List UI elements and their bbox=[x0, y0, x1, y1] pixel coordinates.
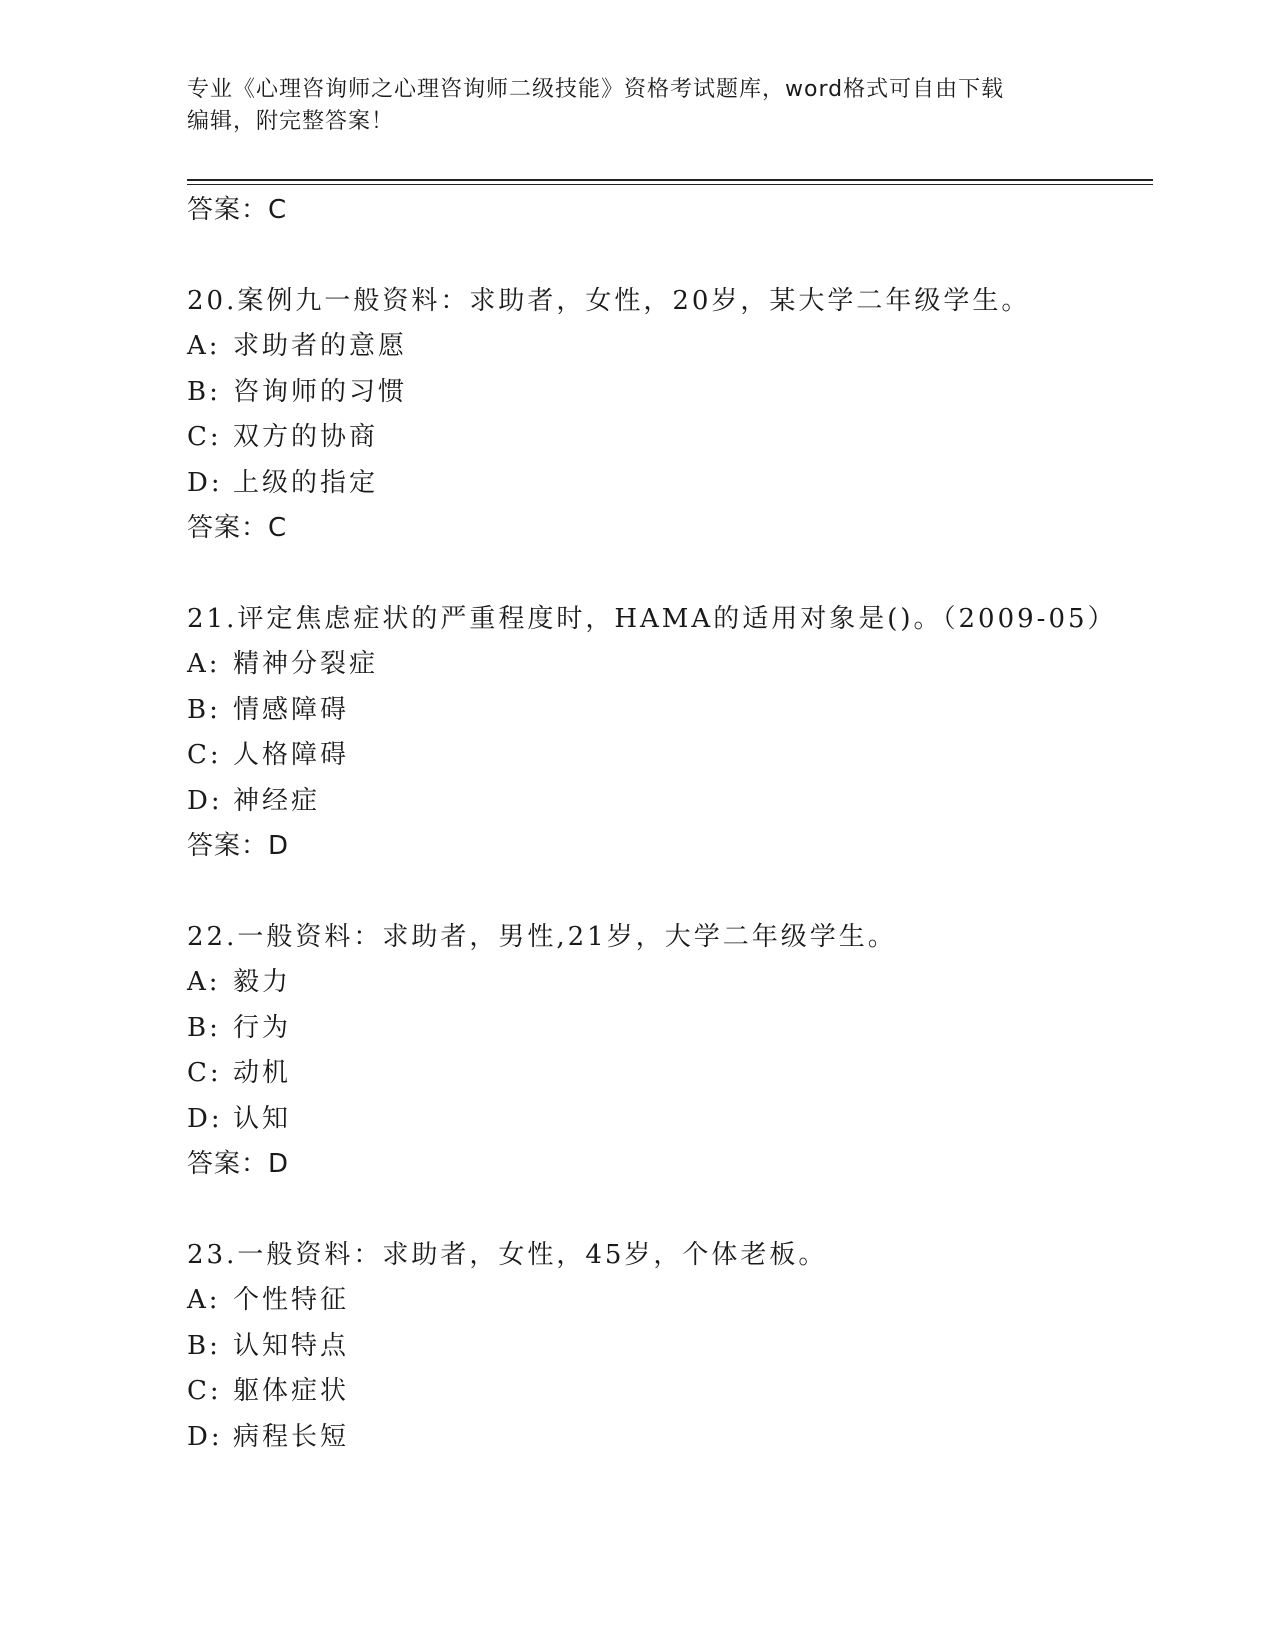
option-letter: A: bbox=[187, 649, 221, 679]
option-d bbox=[187, 779, 1153, 825]
spacer bbox=[187, 233, 1153, 279]
option-d bbox=[187, 461, 1153, 507]
option-c bbox=[187, 1369, 1153, 1415]
spacer bbox=[187, 551, 1153, 597]
option-letter: C: bbox=[187, 422, 222, 452]
option-text: 病程长短 bbox=[233, 1421, 350, 1452]
question-text: 21.评定焦虑症状的严重程度时，HAMA的适用对象是()。（2009-05） bbox=[187, 604, 1117, 634]
option-letter: A: bbox=[187, 967, 221, 997]
option-a bbox=[187, 324, 1153, 370]
option-b bbox=[187, 370, 1153, 416]
option-d bbox=[187, 1097, 1153, 1143]
answer-label: 答案： bbox=[187, 831, 269, 861]
option-a bbox=[187, 1278, 1153, 1324]
question-text: 23.一般资料：求助者，女性，45岁，个体老板。 bbox=[187, 1240, 828, 1270]
option-letter: B: bbox=[187, 376, 221, 407]
option-text: 毅力 bbox=[233, 967, 292, 997]
option-a bbox=[187, 960, 1153, 1006]
option-text: 个性特征 bbox=[233, 1285, 350, 1315]
question-text: 20.案例九一般资料：求助者，女性，20岁，某大学二年级学生。 bbox=[187, 286, 1031, 316]
option-text: 行为 bbox=[233, 1012, 292, 1043]
header-line-1: 专业《心理咨询师之心理咨询师二级技能》资格考试题库，word格式可自由下载 bbox=[187, 77, 1005, 102]
option-text: 躯体症状 bbox=[233, 1376, 350, 1406]
answer-line bbox=[187, 506, 1153, 551]
option-a bbox=[187, 642, 1153, 688]
option-letter: B: bbox=[187, 1330, 221, 1361]
document-header bbox=[187, 74, 1067, 138]
answer-value: C bbox=[268, 513, 288, 543]
option-b bbox=[187, 1324, 1153, 1370]
option-letter: D: bbox=[187, 467, 223, 498]
spacer bbox=[187, 869, 1153, 915]
option-text: 双方的协商 bbox=[233, 422, 379, 452]
option-d bbox=[187, 1415, 1153, 1461]
option-text: 咨询师的习惯 bbox=[233, 376, 408, 407]
answer-value: C bbox=[268, 195, 288, 225]
option-text: 人格障碍 bbox=[233, 740, 350, 770]
option-text: 动机 bbox=[233, 1058, 292, 1088]
option-c bbox=[187, 733, 1153, 779]
option-letter: B: bbox=[187, 1012, 221, 1043]
header-divider-thin bbox=[187, 184, 1153, 185]
option-letter: C: bbox=[187, 1376, 222, 1406]
question-text: 22.一般资料：求助者，男性,21岁，大学二年级学生。 bbox=[187, 922, 897, 952]
option-letter: D: bbox=[187, 1103, 223, 1134]
answer-label: 答案： bbox=[187, 1149, 269, 1179]
option-b bbox=[187, 1006, 1153, 1052]
option-b bbox=[187, 688, 1153, 734]
option-letter: C: bbox=[187, 1058, 222, 1088]
option-c bbox=[187, 1051, 1153, 1097]
answer-value: D bbox=[268, 1149, 290, 1179]
option-text: 神经症 bbox=[233, 785, 321, 816]
option-c bbox=[187, 415, 1153, 461]
answer-label: 答案： bbox=[187, 195, 269, 225]
option-text: 求助者的意愿 bbox=[233, 331, 408, 361]
spacer bbox=[187, 1187, 1153, 1233]
header-line-2: 编辑，附完整答案！ bbox=[187, 109, 395, 134]
option-text: 上级的指定 bbox=[233, 467, 379, 498]
option-text: 认知 bbox=[233, 1103, 292, 1134]
option-letter: D: bbox=[187, 785, 223, 816]
answer-label: 答案： bbox=[187, 513, 269, 543]
option-letter: A: bbox=[187, 331, 221, 361]
answer-line bbox=[187, 1142, 1153, 1187]
question-list bbox=[187, 188, 1153, 1460]
option-letter: A: bbox=[187, 1285, 221, 1315]
option-text: 情感障碍 bbox=[233, 694, 350, 725]
header-divider-thick bbox=[187, 179, 1153, 181]
answer-line bbox=[187, 188, 1153, 233]
option-text: 认知特点 bbox=[233, 1330, 350, 1361]
option-letter: C: bbox=[187, 740, 222, 770]
option-text: 精神分裂症 bbox=[233, 649, 379, 679]
answer-line bbox=[187, 824, 1153, 869]
answer-value: D bbox=[268, 831, 290, 861]
option-letter: B: bbox=[187, 694, 221, 725]
option-letter: D: bbox=[187, 1421, 223, 1452]
